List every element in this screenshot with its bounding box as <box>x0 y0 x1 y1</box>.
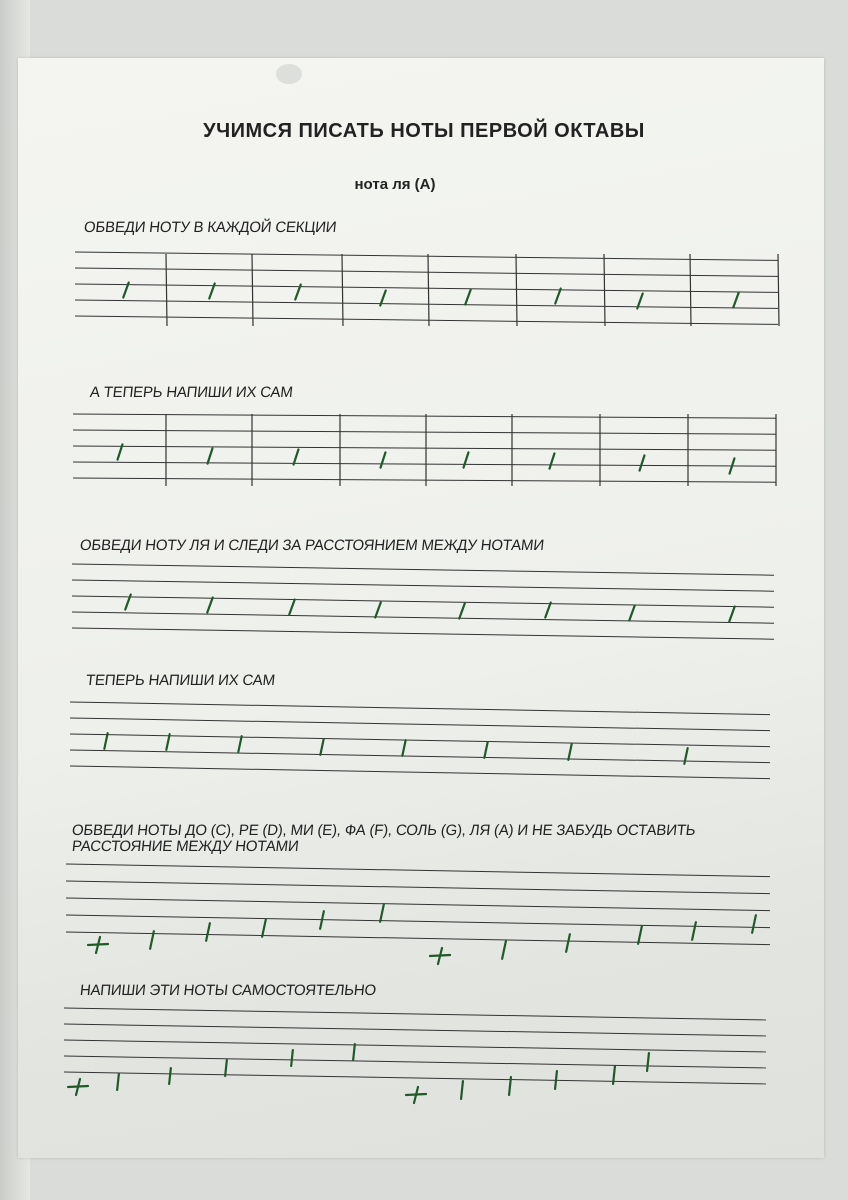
staff-6-line <box>64 1040 766 1052</box>
note-la-written <box>104 733 107 749</box>
barline <box>604 254 605 326</box>
note-written <box>225 1060 227 1076</box>
staff-6-line <box>64 1056 766 1068</box>
note-la-traced <box>729 606 734 621</box>
note-la-traced <box>545 602 550 617</box>
staff-1-line <box>75 316 778 324</box>
page-title: УЧИМСЯ ПИСАТЬ НОТЫ ПЕРВОЙ ОКТАВЫ <box>203 120 645 142</box>
instruction-trace-notes-line1: ОБВЕДИ НОТЫ ДО (С), РЕ (D), МИ (Е), ФА (F), СОЛЬ (G), ЛЯ (А) И НЕ ЗАБУДЬ ОСТАВИТЬ <box>71 822 697 839</box>
staff-1-line <box>75 284 778 292</box>
staff-2-line <box>73 462 776 466</box>
note-la-traced <box>459 603 464 618</box>
note-la-traced <box>629 605 634 620</box>
staff-5-line <box>66 915 770 928</box>
note-written <box>353 1044 355 1060</box>
note-traced <box>692 922 696 940</box>
staff-1-line <box>75 252 778 260</box>
instruction-now-write: ТЕПЕРЬ НАПИШИ ИХ САМ <box>85 672 276 689</box>
note-la-traced <box>375 602 380 617</box>
note-la-written <box>238 736 241 752</box>
note-la-written <box>381 452 386 467</box>
note-written <box>169 1068 171 1084</box>
staff-lines-group <box>64 252 778 1084</box>
staff-4-line <box>70 702 770 715</box>
barline <box>252 254 253 326</box>
barline <box>690 254 691 326</box>
note-la-traced <box>207 597 212 612</box>
staff-3-line <box>72 596 774 607</box>
staff-1-line <box>75 268 778 276</box>
staff-4-line <box>70 718 770 731</box>
note-traced <box>262 919 266 937</box>
note-la-written <box>640 455 645 470</box>
staff-5-line <box>66 864 770 877</box>
note-la-traced <box>637 293 642 308</box>
staff-4-line <box>70 734 770 747</box>
instruction-write-independently: НАПИШИ ЭТИ НОТЫ САМОСТОЯТЕЛЬНО <box>79 982 377 999</box>
staff-3-line <box>72 580 774 591</box>
staff-6-line <box>64 1024 766 1036</box>
note-la-written <box>320 739 323 755</box>
note-la-written <box>568 744 571 760</box>
note-la-traced <box>289 599 294 614</box>
staff-2-line <box>73 414 776 418</box>
note-traced <box>638 926 642 944</box>
note-written <box>555 1071 557 1089</box>
note-la-written <box>208 448 213 463</box>
instruction-trace-notes-line2: РАССТОЯНИЕ МЕЖДУ НОТАМИ <box>71 838 300 855</box>
staff-5-line <box>66 881 770 894</box>
staff-2-line <box>73 430 776 434</box>
staff-2-line <box>73 446 776 450</box>
note-written <box>291 1050 293 1066</box>
note-written <box>461 1081 463 1099</box>
note-la-written <box>166 734 169 750</box>
staff-4-line <box>70 766 770 779</box>
note-traced <box>566 934 570 952</box>
instruction-trace-in-sections: ОБВЕДИ НОТУ В КАЖДОЙ СЕКЦИИ <box>83 219 338 236</box>
note-la-traced <box>555 288 560 303</box>
note-la-written <box>464 452 469 467</box>
note-la-written <box>484 742 487 758</box>
note-traced <box>752 915 756 933</box>
note-written <box>117 1074 119 1090</box>
staff-6-line <box>64 1008 766 1020</box>
note-traced <box>502 941 506 959</box>
staff-3-line <box>72 564 774 575</box>
note-la-traced <box>465 289 470 304</box>
staff-5-line <box>66 932 770 945</box>
staff-2-line <box>73 478 776 482</box>
note-la-traced <box>733 292 738 307</box>
staff-3-line <box>72 628 774 639</box>
page-subtitle: нота ля (А) <box>354 176 436 193</box>
note-written <box>647 1053 649 1071</box>
note-traced <box>206 923 210 941</box>
barline <box>342 254 343 326</box>
barline <box>428 254 429 326</box>
staff-3-line <box>72 612 774 623</box>
pen-marks-group <box>68 282 756 1103</box>
barline <box>778 254 779 326</box>
staff-5-line <box>66 898 770 911</box>
staff-1-line <box>75 300 778 308</box>
note-traced <box>380 904 384 922</box>
instruction-write-yourself: А ТЕПЕРЬ НАПИШИ ИХ САМ <box>89 384 294 401</box>
note-la-written <box>402 740 405 756</box>
instruction-trace-note-la: ОБВЕДИ НОТУ ЛЯ И СЛЕДИ ЗА РАССТОЯНИЕМ МЕЖДУ НОТАМИ <box>79 537 545 554</box>
staff-4-line <box>70 750 770 763</box>
note-la-written <box>550 453 555 468</box>
note-la-written <box>294 449 299 464</box>
barline <box>516 254 517 326</box>
barline <box>166 254 167 326</box>
